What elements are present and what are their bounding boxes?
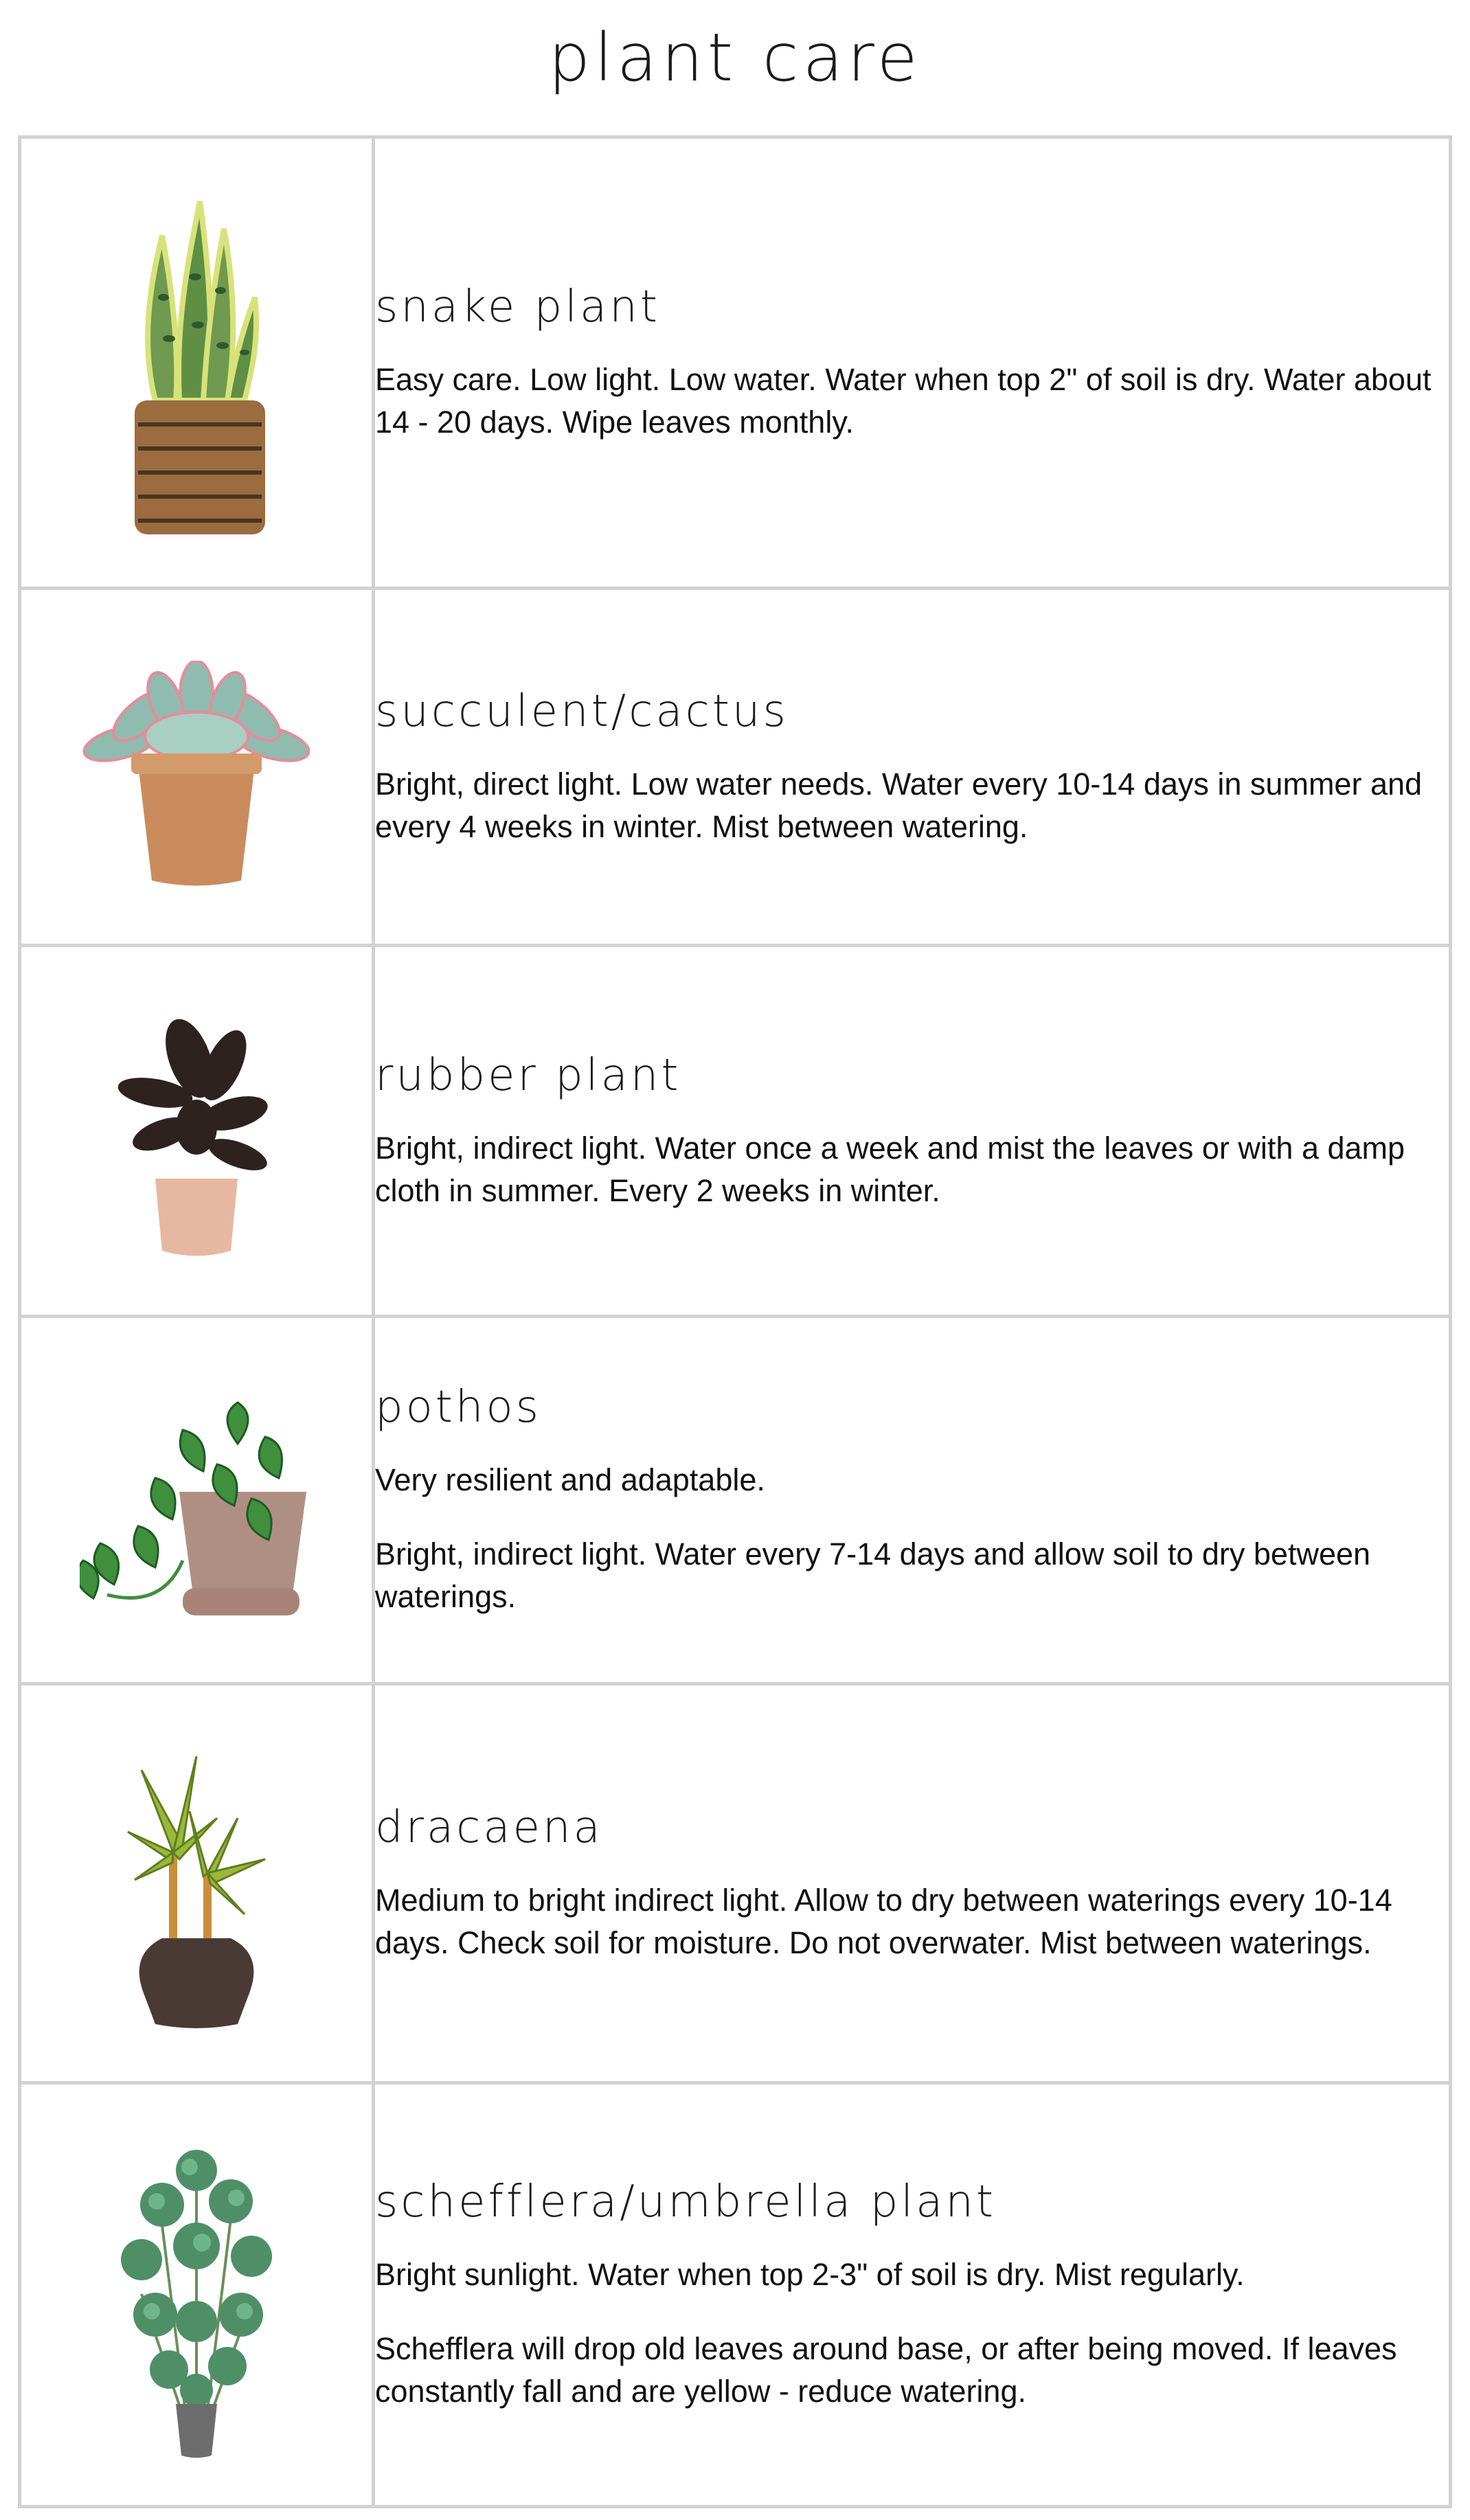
plant-description: Medium to bright indirect light. Allow to dry between waterings every 10-14 days. Check soil for moisture. Do not overwater. Mist between waterings. xyxy=(375,1883,1392,1960)
plant-name: dracaena xyxy=(375,1802,603,1853)
plant-text-cell xyxy=(374,1317,1451,1684)
plant-image-cell xyxy=(20,1684,374,2083)
plant-name: schefflera/umbrella plant xyxy=(375,2177,996,2227)
plant-image-cell xyxy=(20,589,374,946)
plant-description: Very resilient and adaptable. xyxy=(375,1462,765,1497)
plant-description: Bright, direct light. Low water needs. Water every 10-14 days in summer and every 4 weeks in winter. Mist between watering. xyxy=(375,766,1423,844)
plant-image-cell xyxy=(20,1317,374,1684)
table-row xyxy=(20,1317,1451,1684)
rubber-plant-icon xyxy=(114,1017,279,1264)
plant-description: Bright, indirect light. Water once a week and mist the leaves or with a damp cloth in summer. Every 2 weeks in winter. xyxy=(375,1130,1405,1208)
table-row xyxy=(20,589,1451,946)
plant-description: Bright, indirect light. Water every 7-14 days and allow soil to dry between waterings. xyxy=(375,1536,1371,1614)
schefflera-icon xyxy=(114,2143,279,2466)
plant-name: snake plant xyxy=(375,282,660,332)
table-row xyxy=(20,1684,1451,2083)
plant-name: pothos xyxy=(375,1382,541,1433)
page-title: plant care xyxy=(548,19,922,96)
table-row xyxy=(20,137,1451,589)
plant-text-cell xyxy=(374,137,1451,589)
pothos-icon xyxy=(80,1389,313,1629)
plant-image-cell xyxy=(20,946,374,1317)
plant-description: Schefflera will drop old leaves around base, or after being moved. If leaves constantly fall and are yellow - reduce watering. xyxy=(375,2331,1397,2409)
table-row xyxy=(20,946,1451,1317)
plant-care-table xyxy=(18,135,1452,2508)
succulent-icon xyxy=(80,661,313,894)
plant-name: rubber plant xyxy=(375,1049,681,1101)
plant-text-cell xyxy=(374,946,1451,1317)
table-row xyxy=(20,2083,1451,2507)
plant-image-cell xyxy=(20,137,374,589)
plant-text-cell xyxy=(374,589,1451,946)
plant-description: Bright sunlight. Water when top 2-3" of soil is dry. Mist regularly. xyxy=(375,2257,1245,2292)
snake-plant-icon xyxy=(114,194,279,552)
plant-image-cell xyxy=(20,2083,374,2507)
plant-text-cell xyxy=(374,1684,1451,2083)
plant-description: Easy care. Low light. Low water. Water when top 2" of soil is dry. Water about 14 - 20 days. Wipe leaves monthly. xyxy=(375,362,1432,440)
dracaena-icon xyxy=(114,1756,279,2031)
plant-name: succulent/cactus xyxy=(375,685,789,737)
plant-text-cell xyxy=(374,2083,1451,2507)
